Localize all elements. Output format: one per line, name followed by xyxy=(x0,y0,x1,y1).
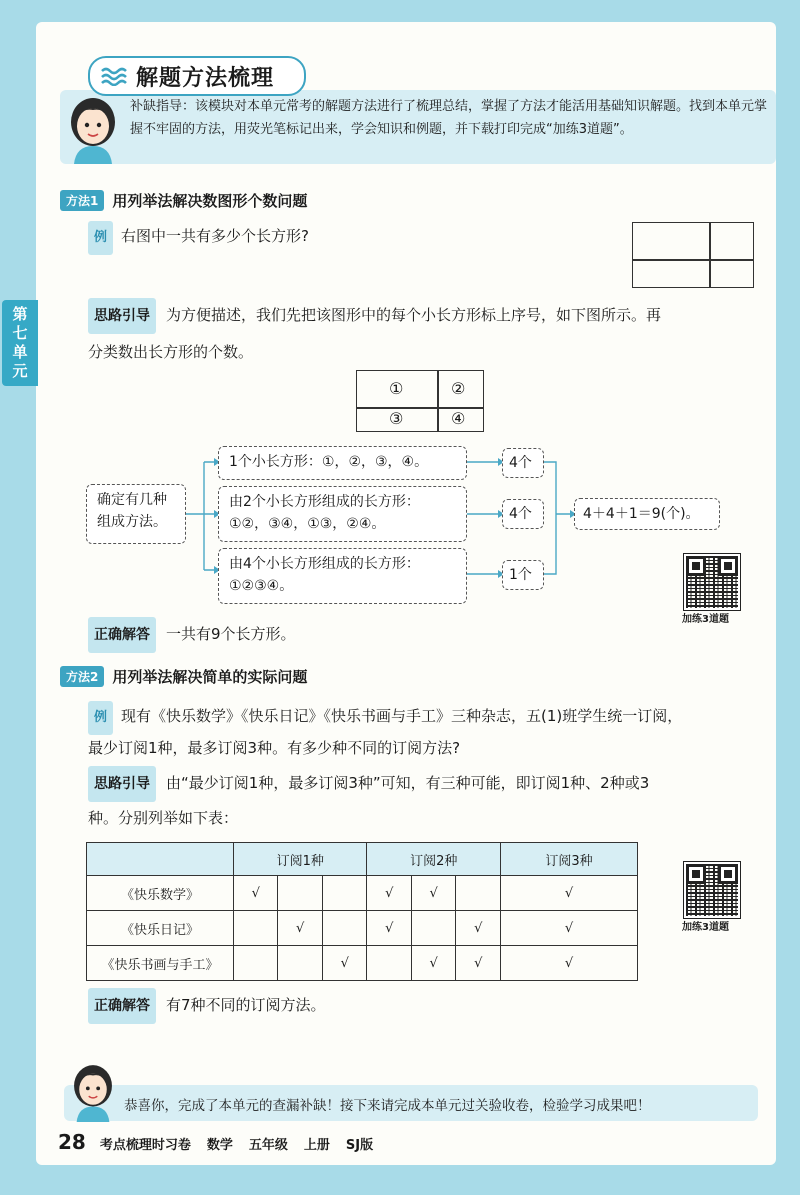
method2-answer xyxy=(88,988,326,1024)
guide-text: 补缺指导：该模块对本单元常考的解题方法进行了梳理总结，掌握了方法才能活用基础知识解题。找到本单元掌握不牢固的方法，用荧光笔标记出来，学会知识和例题，并下载打印完成“加练3道题”。 xyxy=(130,99,768,137)
example-tag: 例 xyxy=(88,701,113,735)
thinking-line1: 由“最少订阅1种，最多订阅3种”可知，有三种可能，即订阅1种、2种或3 xyxy=(166,774,650,792)
root-box-line2: 组成方法。 xyxy=(97,514,167,530)
branch2-box xyxy=(218,486,467,542)
method2-title: 用列举法解决简单的实际问题 xyxy=(112,668,308,686)
grid-label: ④ xyxy=(451,409,466,428)
method1-header xyxy=(60,190,307,211)
table-cell xyxy=(367,946,411,981)
branch3-line2: ①②③④。 xyxy=(229,578,294,594)
answer-tag: 正确解答 xyxy=(88,988,156,1024)
example-text: 右图中一共有多少个长方形? xyxy=(121,227,309,245)
grid-label: ② xyxy=(451,379,466,398)
example-rectangle-figure xyxy=(632,222,754,288)
table-cell: √ xyxy=(234,876,278,911)
table-corner xyxy=(87,843,234,876)
method2-tag: 方法2 xyxy=(60,666,104,687)
count3-box: 1个 xyxy=(502,560,544,590)
girl-avatar-icon xyxy=(62,92,124,164)
table-cell xyxy=(234,911,278,946)
table-cell: √ xyxy=(367,876,411,911)
table-header: 订阅1种 xyxy=(234,843,367,876)
table-row xyxy=(87,876,638,911)
method2-example xyxy=(88,700,768,735)
row-name: 《快乐数学》 xyxy=(87,876,234,911)
table-cell xyxy=(322,876,367,911)
table-cell xyxy=(411,911,455,946)
qr-code-icon[interactable] xyxy=(684,862,740,918)
table-header: 订阅3种 xyxy=(501,843,638,876)
thinking-line2: 分类数出长方形的个数。 xyxy=(88,343,254,361)
table-cell: √ xyxy=(501,876,638,911)
root-box-line1: 确定有几种 xyxy=(97,492,167,508)
numbered-rectangle-figure xyxy=(356,370,484,432)
footer-book: 考点梳理时习卷 xyxy=(99,1138,191,1153)
table-cell: √ xyxy=(367,911,411,946)
table-cell xyxy=(278,946,322,981)
qr-label: 加练3道题 xyxy=(682,922,729,933)
table-row xyxy=(87,946,638,981)
method1-example xyxy=(88,220,309,255)
branch1-box xyxy=(218,446,467,480)
method2-header xyxy=(60,666,307,687)
unit-side-tab xyxy=(2,300,38,386)
table-header-row xyxy=(87,843,638,876)
bottom-message: 恭喜你，完成了本单元的查漏补缺！接下来请完成本单元过关验收卷，检验学习成果吧！ xyxy=(124,1098,651,1114)
branch2-line1: 由2个小长方形组成的长方形： xyxy=(229,494,420,510)
branch1-text: 1个小长方形：①，②，③，④。 xyxy=(229,454,429,470)
table-cell: √ xyxy=(501,911,638,946)
thinking-tag: 思路引导 xyxy=(88,298,156,334)
table-cell xyxy=(322,911,367,946)
page-footer xyxy=(58,1130,389,1154)
branch3-line1: 由4个小长方形组成的长方形： xyxy=(229,556,420,572)
method2-thinking xyxy=(88,766,768,802)
table-header: 订阅2种 xyxy=(367,843,501,876)
girl-avatar-icon xyxy=(64,1060,122,1122)
thinking-line1: 为方便描述，我们先把该图形中的每个小长方形标上序号，如下图所示。再 xyxy=(166,306,662,324)
row-name: 《快乐日记》 xyxy=(87,911,234,946)
side-tab-char: 第 xyxy=(12,305,28,323)
branch3-box xyxy=(218,548,467,604)
grid-label: ① xyxy=(389,379,404,398)
side-tab-char: 单 xyxy=(12,343,28,361)
total-box: 4＋4＋1＝9(个)。 xyxy=(574,498,720,530)
example-line2: 最少订阅1种，最多订阅3种。有多少种不同的订阅方法? xyxy=(88,739,461,757)
footer-subject: 数学 xyxy=(206,1138,233,1153)
table-cell: √ xyxy=(411,876,455,911)
table-cell: √ xyxy=(456,946,501,981)
table-cell: √ xyxy=(501,946,638,981)
root-box xyxy=(86,484,186,544)
qr-code-icon[interactable] xyxy=(684,554,740,610)
method1-answer xyxy=(88,617,296,653)
answer-text: 有7种不同的订阅方法。 xyxy=(166,996,326,1014)
count2-box: 4个 xyxy=(502,499,544,529)
side-tab-char: 元 xyxy=(12,362,28,380)
wave-icon xyxy=(100,66,128,86)
section-title: 解题方法梳理 xyxy=(136,65,275,91)
footer-volume: 上册 xyxy=(303,1138,330,1153)
answer-text: 一共有9个长方形。 xyxy=(166,625,296,643)
method1-title: 用列举法解决数图形个数问题 xyxy=(112,192,308,210)
count1-box: 4个 xyxy=(502,448,544,478)
qr-label: 加练3道题 xyxy=(682,614,729,625)
table-cell xyxy=(234,946,278,981)
branch2-line2: ①②，③④，①③，②④。 xyxy=(229,516,386,532)
table-cell: √ xyxy=(278,911,322,946)
table-cell: √ xyxy=(411,946,455,981)
footer-edition: SJ版 xyxy=(345,1138,374,1153)
method1-thinking xyxy=(88,298,768,334)
subscription-table xyxy=(86,842,638,981)
table-cell xyxy=(456,876,501,911)
section-header xyxy=(88,56,306,96)
answer-tag: 正确解答 xyxy=(88,617,156,653)
side-tab-char: 七 xyxy=(12,324,28,342)
footer-grade: 五年级 xyxy=(248,1138,288,1153)
table-cell: √ xyxy=(456,911,501,946)
method1-tag: 方法1 xyxy=(60,190,104,211)
thinking-tag: 思路引导 xyxy=(88,766,156,802)
example-tag: 例 xyxy=(88,221,113,255)
table-cell xyxy=(278,876,322,911)
table-cell: √ xyxy=(322,946,367,981)
example-line1: 现有《快乐数学》《快乐日记》《快乐书画与手工》三种杂志，五(1)班学生统一订阅， xyxy=(121,707,683,725)
grid-label: ③ xyxy=(389,409,404,428)
page-number: 28 xyxy=(58,1130,86,1154)
row-name: 《快乐书画与手工》 xyxy=(87,946,234,981)
thinking-line2: 种。分别列举如下表： xyxy=(88,809,239,827)
table-row xyxy=(87,911,638,946)
